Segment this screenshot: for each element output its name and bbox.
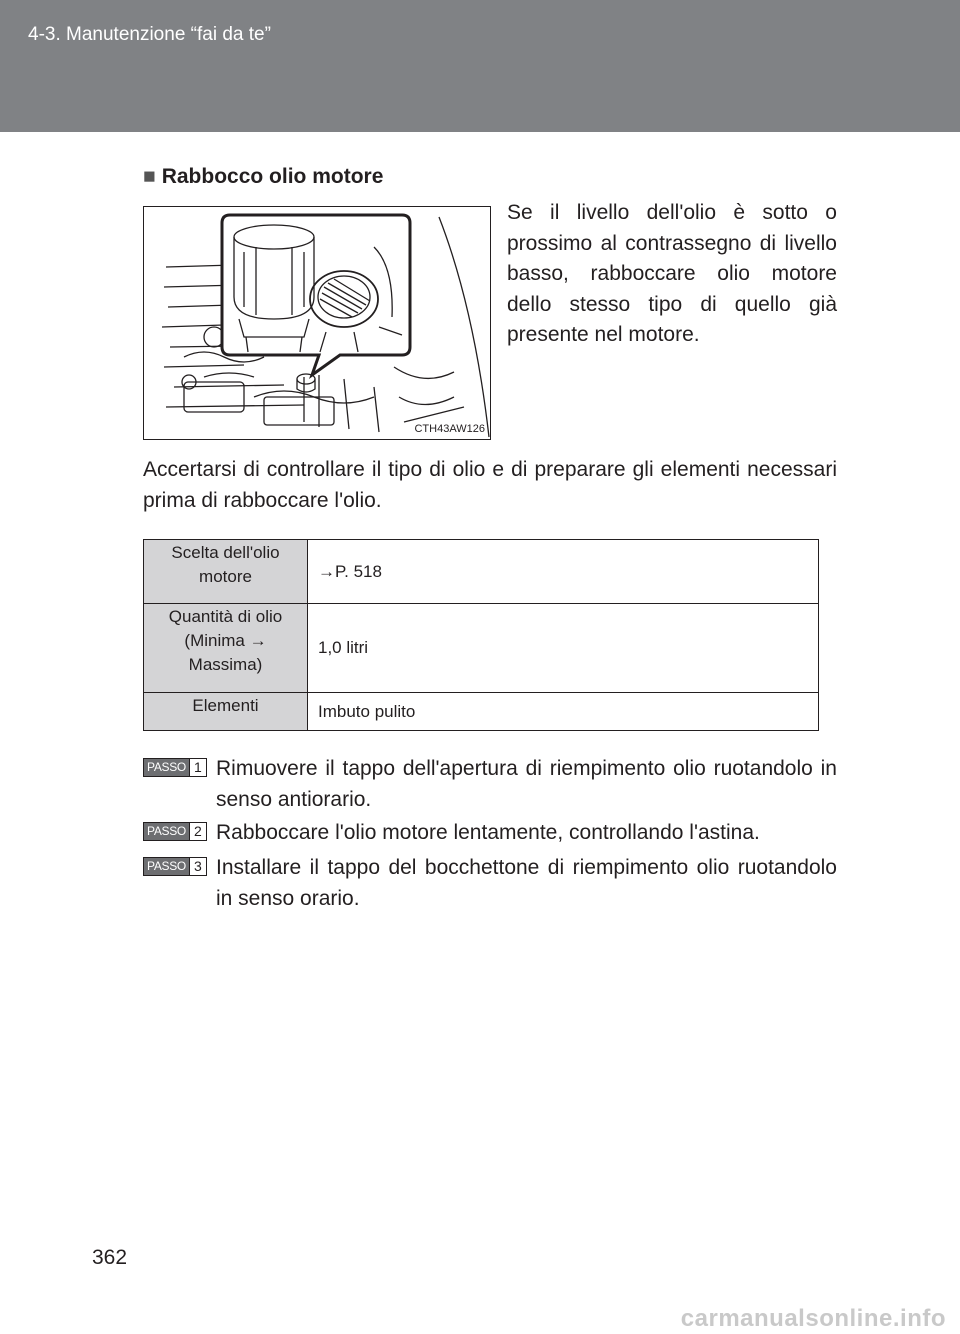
page-header xyxy=(0,0,960,132)
intro-paragraph: Se il livello dell'olio è sotto o prossimo al contrassegno di livello basso, rabboccare olio motore dello stesso tipo di quello già presente nel motore. xyxy=(507,201,837,346)
step-label: PASSO xyxy=(144,858,189,875)
step-3 xyxy=(143,852,837,914)
step-1 xyxy=(143,753,837,815)
step-number: 2 xyxy=(189,823,206,840)
step-label: PASSO xyxy=(144,759,189,776)
step-text: Rimuovere il tappo dell'apertura di riempimento olio ruotandolo in senso antiorario. xyxy=(216,757,837,811)
step-badge xyxy=(143,758,207,777)
table-row xyxy=(144,693,819,731)
watermark-text: carmanualsonline.info xyxy=(680,1305,946,1332)
page-number: 362 xyxy=(92,1246,128,1269)
table-value: →P. 518 xyxy=(308,540,819,604)
step-2 xyxy=(143,817,837,848)
table-row xyxy=(144,604,819,693)
section-heading xyxy=(143,165,383,189)
table-key: Scelta dell'olio motore xyxy=(144,540,308,604)
table-key: Quantità di olio (Minima → Massima) xyxy=(144,604,308,693)
step-label: PASSO xyxy=(144,823,189,840)
table-value: Imbuto pulito xyxy=(308,693,819,731)
preparation-paragraph: Accertarsi di controllare il tipo di olio e di preparare gli elementi necessari prima di rabboccare l'olio. xyxy=(143,458,837,512)
watermark xyxy=(0,1305,960,1334)
step-badge xyxy=(143,857,207,876)
step-number: 3 xyxy=(189,858,206,875)
step-text: Installare il tappo del bocchettone di riempimento olio ruotandolo in senso orario. xyxy=(216,856,837,910)
engine-illustration xyxy=(143,206,491,440)
section-title: 4-3. Manutenzione “fai da te” xyxy=(28,24,271,45)
step-badge xyxy=(143,822,207,841)
figure-code: CTH43AW126 xyxy=(414,423,485,435)
oil-spec-table xyxy=(143,539,819,731)
heading-title: Rabbocco olio motore xyxy=(161,165,384,188)
table-row xyxy=(144,540,819,604)
table-key: Elementi xyxy=(144,693,308,731)
engine-drawing xyxy=(144,207,491,440)
table-value: 1,0 litri xyxy=(308,604,819,693)
heading-bullet: ■ xyxy=(143,165,156,188)
step-text: Rabboccare l'olio motore lentamente, controllando l'astina. xyxy=(216,821,760,844)
step-number: 1 xyxy=(189,759,206,776)
